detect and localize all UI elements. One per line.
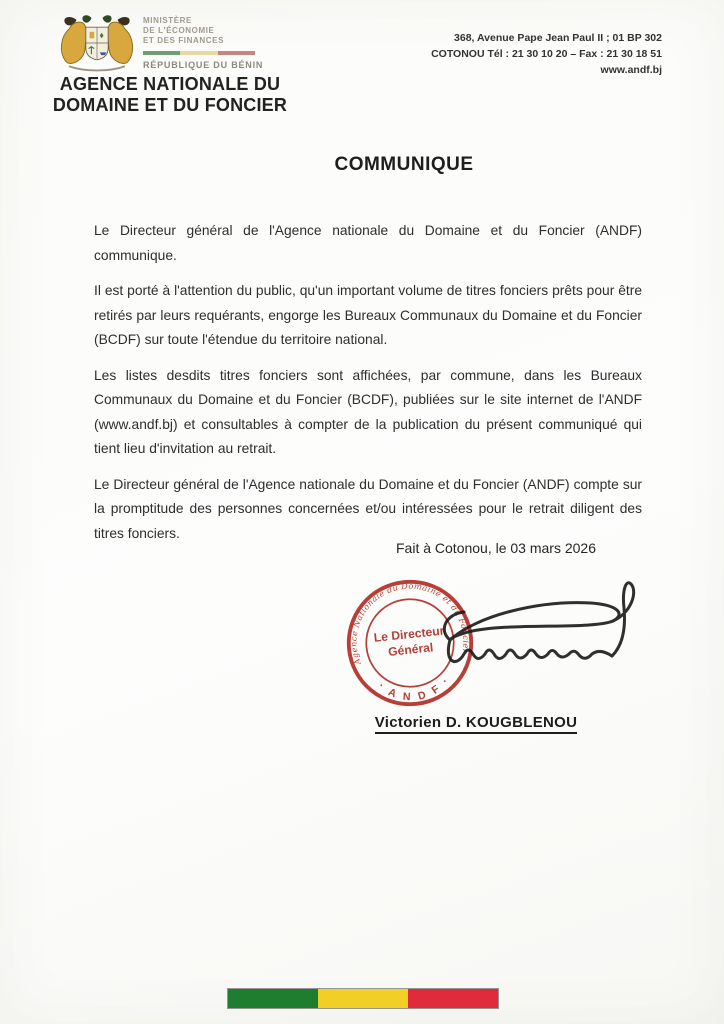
address-block bbox=[362, 30, 662, 78]
flag-red-segment bbox=[408, 989, 498, 1008]
rule-red-segment bbox=[218, 51, 255, 55]
signature-stroke bbox=[612, 583, 634, 656]
ministry-line: ET DES FINANCES bbox=[143, 36, 225, 45]
signatory-name: Victorien D. KOUGBLENOU bbox=[375, 714, 577, 734]
paragraph-2: Il est porté à l'attention du public, qu'un important volume de titres fonciers prêts pour être retirés par leurs requérants, engorge les Bureaux Communaux du Domaine et du Foncier (BCDF) sur toute l'étendue du territoire national. bbox=[94, 283, 642, 347]
paragraph-4: Le Directeur général de l'Agence nationale du Domaine et du Foncier (ANDF) compte sur la promptitude des personnes concernées et/ou intéressées pour le retrait diligent des titres fonciers. bbox=[94, 476, 642, 541]
stamp-bottom-text: · A N D F · bbox=[375, 673, 453, 704]
stamp-ring-text: Agence Nationale du Domaine et du Foncier bbox=[348, 580, 472, 667]
coat-right-flag bbox=[103, 15, 112, 22]
stamp-center-line2: Général bbox=[387, 640, 434, 659]
flag-green-segment bbox=[228, 989, 318, 1008]
ministry-line: MINISTÈRE bbox=[143, 16, 192, 25]
rule-green-segment bbox=[143, 51, 180, 55]
address-line-3: www.andf.bj bbox=[600, 64, 662, 76]
paragraph-3: Les listes desdits titres fonciers sont affichées, par commune, dans les Bureaux Communaux du Domaine et du Foncier (BCDF), publiées sur le site internet de l'ANDF (www.andf.bj) et consultables à compter de la publication du présent communiqué qui tient lieu d'invitation au retrait. bbox=[94, 367, 642, 456]
coat-castle-glyph bbox=[90, 32, 95, 39]
address-line-2: COTONOU Tél : 21 30 10 20 – Fax : 21 30 18 51 bbox=[431, 48, 662, 60]
paragraph-1: Le Directeur général de l'Agence nationale du Domaine et du Foncier (ANDF) communique. bbox=[94, 223, 642, 263]
dateline: Fait à Cotonou, le 03 mars 2026 bbox=[396, 540, 597, 556]
agency-title-line1: AGENCE NATIONALE DU bbox=[59, 74, 281, 94]
tricolor-rule bbox=[143, 51, 255, 55]
coat-left-flag bbox=[82, 15, 91, 22]
coat-right-supporter bbox=[108, 22, 133, 63]
signature-stroke bbox=[448, 640, 612, 662]
agency-title-line2: DOMAINE ET DU FONCIER bbox=[52, 95, 288, 115]
coat-banner bbox=[69, 66, 125, 70]
signature-ink bbox=[388, 570, 640, 702]
ministry-block bbox=[143, 16, 283, 70]
body-paragraphs bbox=[94, 219, 642, 557]
rule-yellow-segment bbox=[180, 51, 217, 55]
coat-left-supporter bbox=[61, 22, 86, 63]
ministry-line: DE L'ÉCONOMIE bbox=[143, 26, 215, 35]
signatory-name-block bbox=[346, 714, 606, 732]
document-title: COMMUNIQUE bbox=[334, 154, 474, 175]
benin-flag-stripe bbox=[228, 989, 498, 1008]
stamp-center-line1: Le Directeur bbox=[373, 623, 445, 645]
flag-yellow-segment bbox=[318, 989, 408, 1008]
signature-stroke bbox=[450, 603, 619, 640]
address-line-1: 368, Avenue Pape Jean Paul II ; 01 BP 302 bbox=[454, 32, 662, 44]
agency-title bbox=[42, 74, 298, 116]
republic-label: RÉPUBLIQUE DU BÉNIN bbox=[143, 60, 264, 70]
benin-coat-of-arms-icon bbox=[56, 12, 138, 74]
